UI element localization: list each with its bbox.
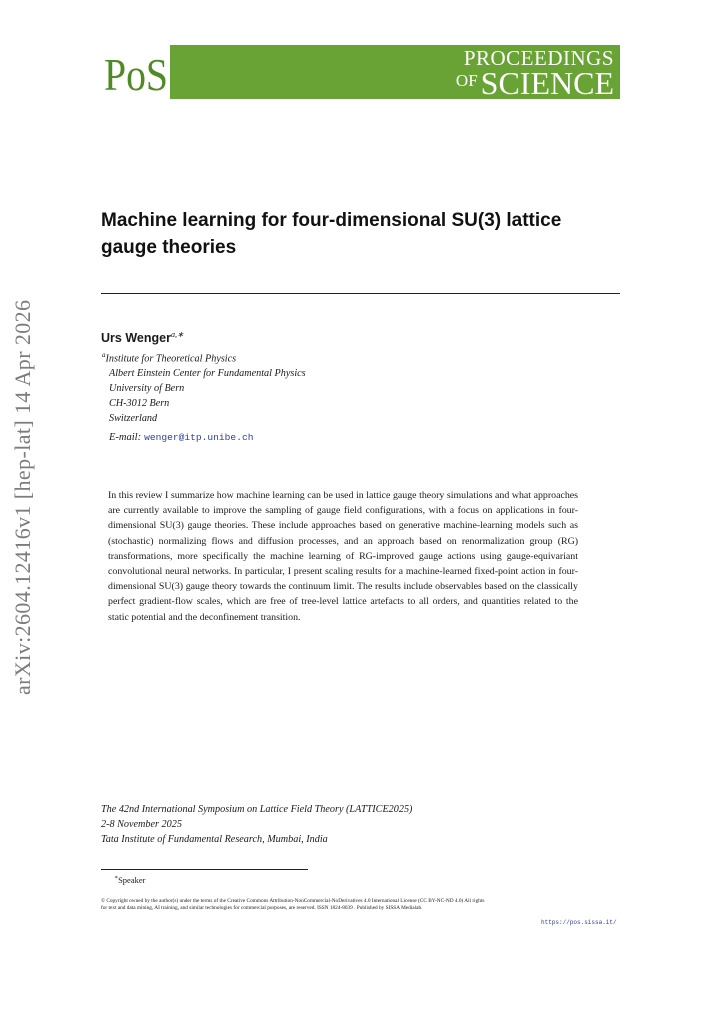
title-line: gauge theories — [101, 237, 237, 258]
author-name — [101, 330, 184, 345]
affiliation — [102, 348, 306, 426]
footnote-rule — [101, 869, 308, 870]
paper-title — [101, 207, 611, 261]
banner-proceedings: PROCEEDINGS — [463, 46, 614, 70]
affiliation-line: CH-3012 Bern — [109, 397, 170, 409]
title-rule — [101, 293, 620, 294]
conference-dates: 2-8 November 2025 — [101, 819, 182, 830]
banner-of: OF — [455, 71, 478, 90]
banner-of-science — [456, 65, 614, 102]
author-name-text: Urs Wenger — [101, 331, 171, 346]
pos-logo-icon — [103, 46, 169, 100]
affiliation-line: Albert Einstein Center for Fundamental Physics — [109, 368, 306, 380]
conference-venue: Tata Institute of Fundamental Research, Mumbai, India — [101, 834, 328, 845]
arxiv-stamp: arXiv:2604.12416v1 [hep-lat] 14 Apr 2026 — [10, 299, 35, 695]
affiliation-line: University of Bern — [109, 382, 185, 394]
affiliation-line: Switzerland — [109, 412, 158, 424]
footnote-mark: ∗ — [114, 875, 119, 881]
abstract-text: In this review I summarize how machine learning can be used in lattice gauge theory simulations and what approaches are currently available to improve the sampling of gauge field configurations, with a focus on applications in four-dimensional SU(3) gauge theories. These include approaches based on generative machine-learning models such as (stochastic) normalizing flows and diffusion processes, and an approach based on renormalization group (RG) transformations, more specifically the machine learning of RG-improved gauge actions using gauge-equivariant convolutional neural networks. In particular, I present scaling results for a machine-learned fixed-point action in four-dimensional SU(3) gauge theory towards the continuum limit. The results include observables based on the classically perfect gradient-flow scales, which are free of tree-level lattice artefacts to all orders, and quantities related to the static potential and the deconfinement transition. — [108, 490, 578, 623]
author-marks: a,∗ — [170, 330, 184, 339]
abstract — [108, 488, 578, 625]
conference-name: The 42nd International Symposium on Lattice Field Theory (LATTICE2025) — [101, 804, 413, 815]
pos-logo-text: PoS — [104, 49, 168, 100]
banner-science: SCIENCE — [480, 65, 614, 101]
copyright-notice: © Copyright owned by the author(s) under the terms of the Creative Commons Attribution-NonCommercial-NoDerivatives 4.0 International License (CC BY-NC-ND 4.0) All rights for text and data mining, AI training, and similar technologies for commercial purposes, are reserved. ISSN 1824-8039 . Published by SISSA Medialab. — [101, 898, 485, 912]
pos-logo — [101, 45, 170, 99]
pos-banner — [101, 45, 620, 99]
affiliation-mark: a — [102, 351, 106, 359]
affiliation-line: Institute for Theoretical Physics — [105, 353, 237, 365]
title-line: Machine learning for four-dimensional SU(3) lattice — [101, 210, 562, 231]
footnote — [114, 874, 145, 885]
pos-url-link[interactable]: https://pos.sissa.it/ — [541, 919, 617, 926]
footnote-text: Speaker — [118, 874, 146, 885]
conference-info — [101, 802, 412, 847]
email-line — [109, 432, 253, 443]
email-label: E-mail: — [109, 432, 142, 443]
email-link[interactable]: wenger@itp.unibe.ch — [144, 432, 254, 443]
